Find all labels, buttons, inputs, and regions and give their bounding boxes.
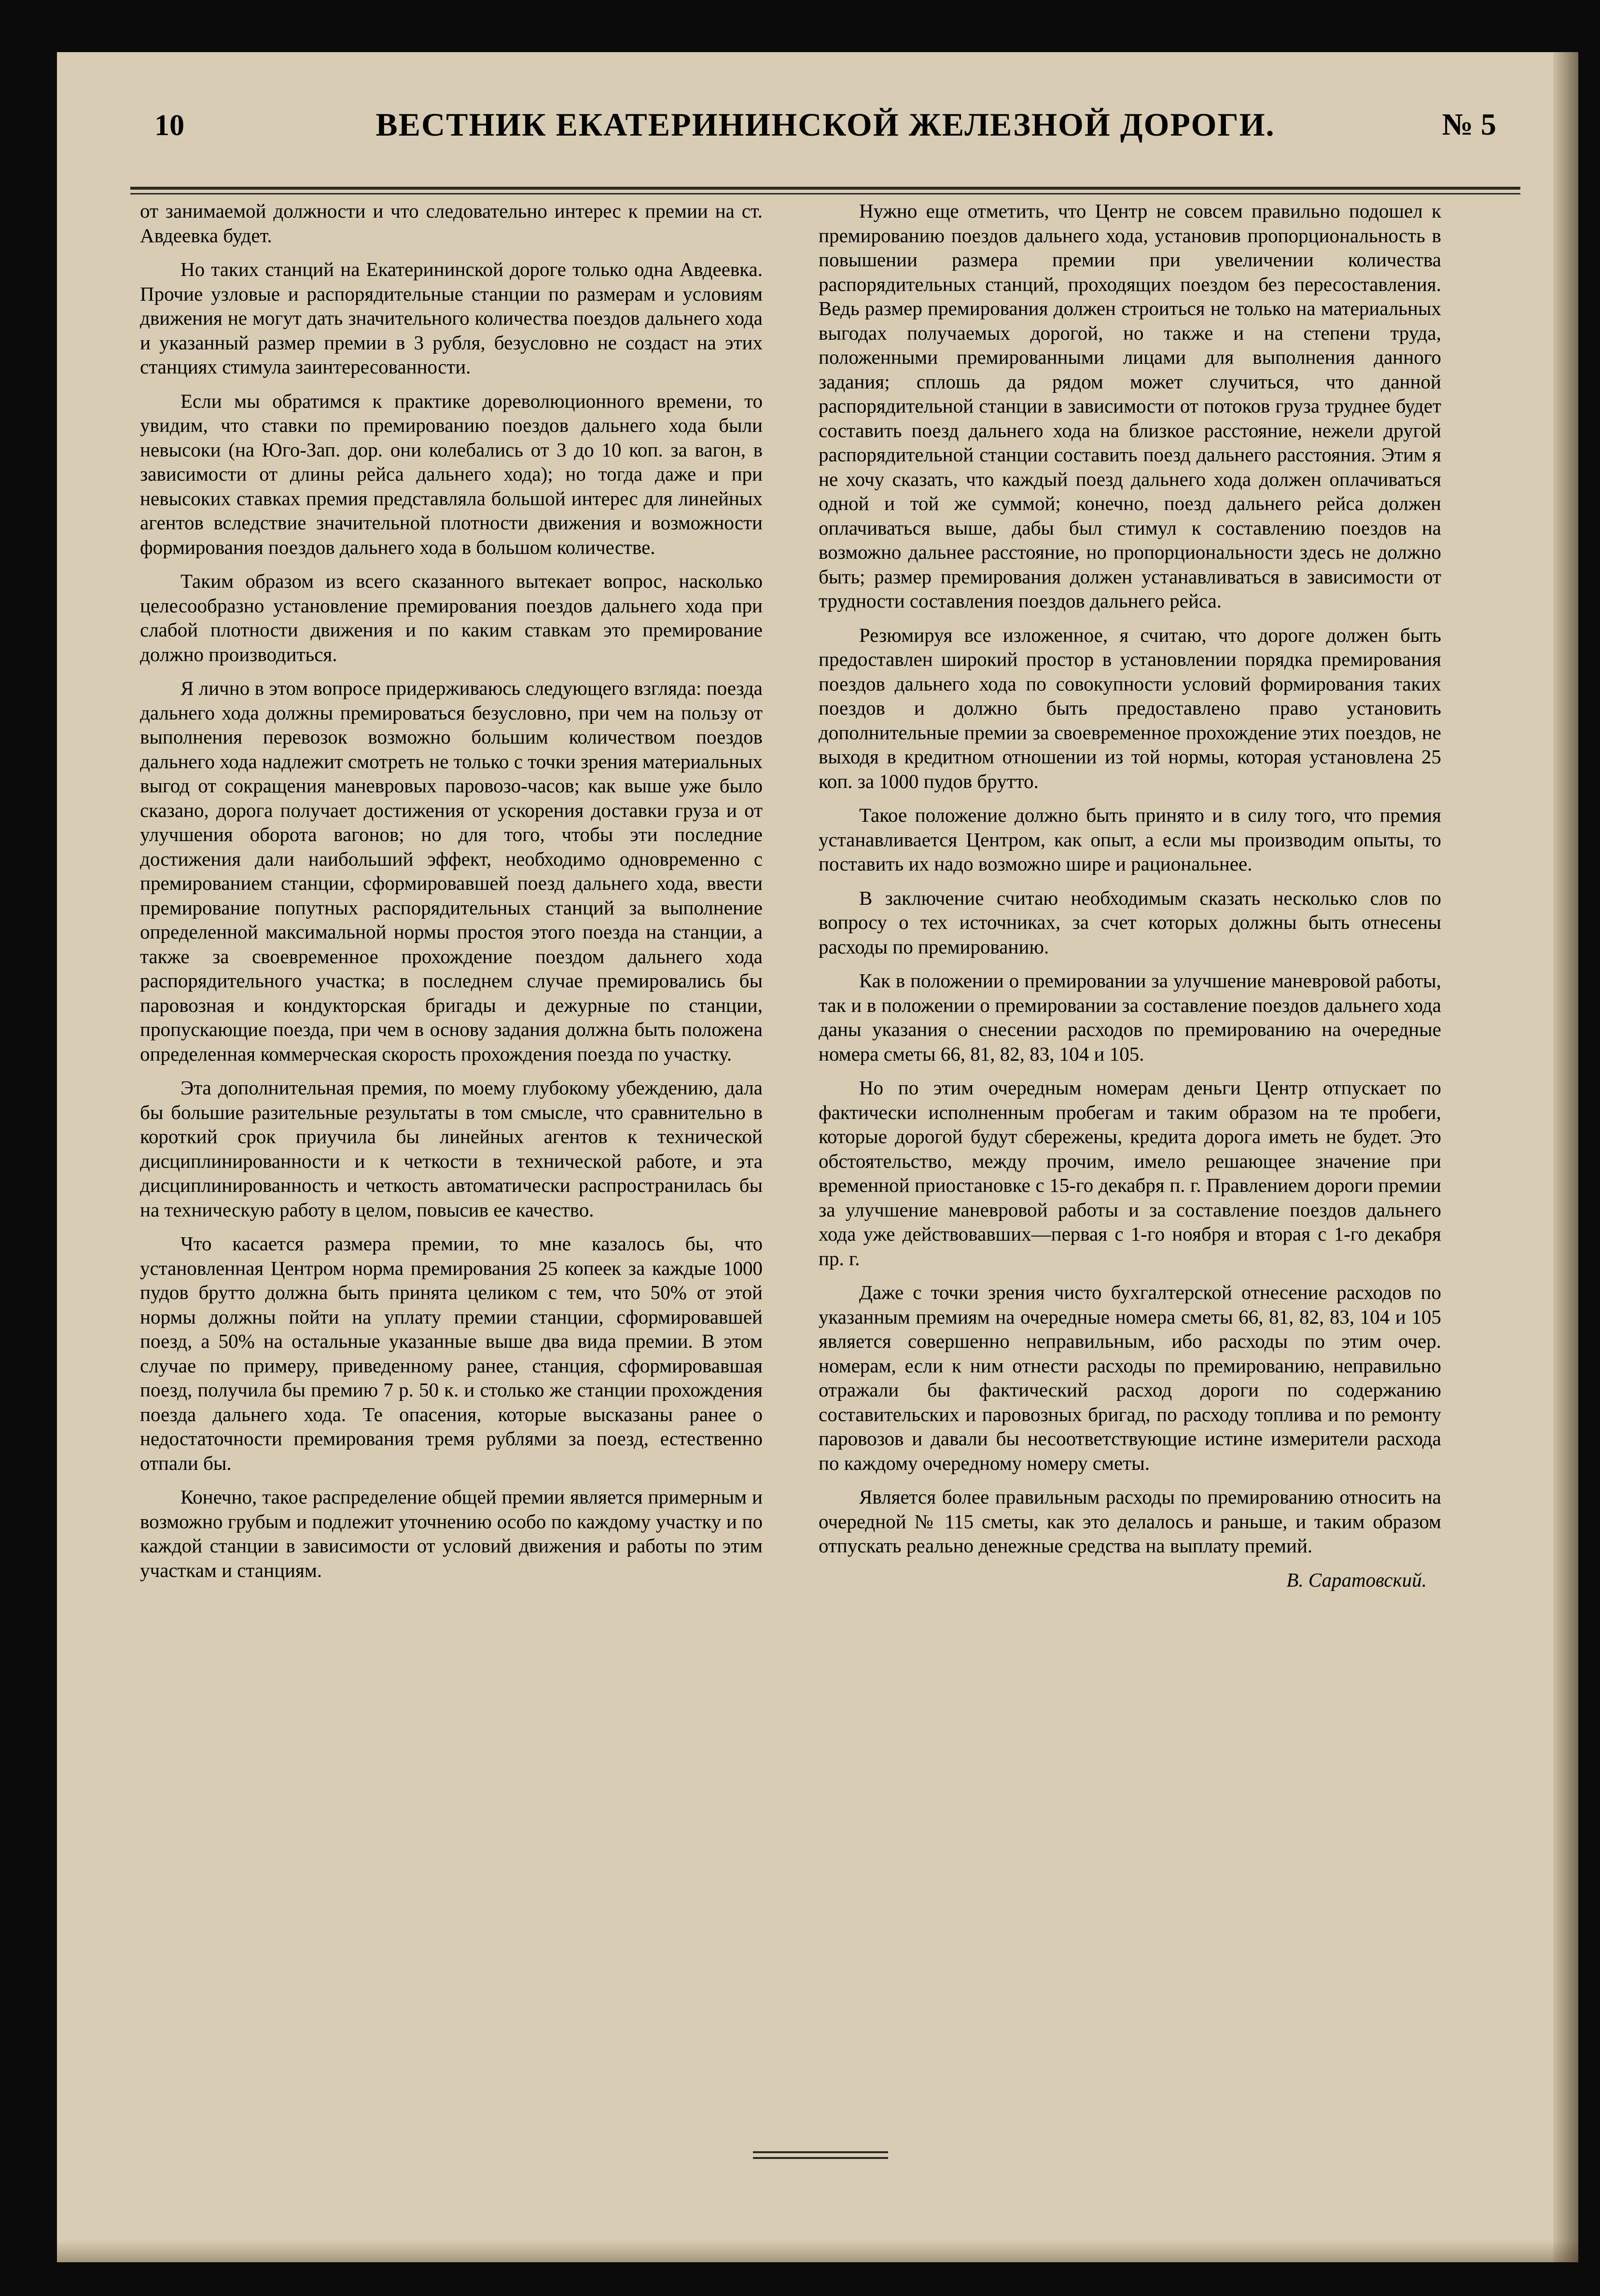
header-rule-thin — [130, 193, 1520, 194]
page-edge-shadow — [1553, 52, 1578, 2262]
page-header — [135, 99, 1516, 157]
paragraph: Нужно еще отметить, что Центр не совсем правильно подошел к премированию поездов дальнего хода, установив пропорциональность в повышении размера премии при увеличении количества распорядительных станций, проходящих поездом без пересоставления. Ведь размер премирования должен строиться не только на материальных выгодах получаемых дорогой, но также и на степени труда, положенными премированными лицами для выполнения данного задания; сплошь да рядом может случиться, что данной распорядительной станции в зависимости от потоков груза труднее будет составить поезд дальнего хода на близкое расстояние, нежели другой распорядительной станции составить поезд дальнего расстояния. Этим я не хочу сказать, что каждый поезд дальнего хода должен оплачиваться одной и той же суммой; конечно, поезд дальнего рейса должен оплачиваться выше, дабы был стимул к составлению поездов на возможно дальнее расстояние, но пропорциональности здесь не должно быть; размер премирования должен устанавливаться в зависимости от трудности составления поездов дальнего рейса. — [819, 200, 1441, 612]
paragraph: Но по этим очередным номерам деньги Центр отпускает по фактически исполненным пробегам и таким образом на те пробеги, которые дорогой будут сбережены, кредита дорога иметь не будет. Это обстоятельство, между прочим, имело решающее значение при временной приостановке с 15-го декабря п. г. Правлением дороги премии за улучшение маневровой работы и за составление поездов дальнего хода уже действовавших—первая с 1-го ноября и вторая с 1-го декабря пр. г. — [819, 1077, 1441, 1270]
page-number: 10 — [154, 109, 184, 142]
article-end-rule — [753, 2151, 888, 2153]
paragraph: Как в положении о премировании за улучшение маневровой работы, так и в положении о премировании за составление поездов дальнего хода даны указания о снесении расходов по премированию на очередные номера сметы 66, 81, 82, 83, 104 и 105. — [819, 969, 1441, 1065]
signature-row — [819, 1568, 1441, 1592]
journal-title: ВЕСТНИК ЕКАТЕРИНИНСКОЙ ЖЕЛЕЗНОЙ ДОРОГИ. — [376, 106, 1275, 143]
author-signature: В. Саратовский. — [1286, 1568, 1427, 1591]
paragraph: Таким образом из всего сказанного вытекает вопрос, насколько целесообразно установление премирования поездов дальнего хода при слабой плотности движения и по каким ставкам это премирование должно производиться. — [140, 570, 763, 665]
article-end-rule — [753, 2157, 888, 2159]
paragraph: Конечно, такое распределение общей премии является примерным и возможно грубым и подлежит уточнению особо по каждому участку и по каждой станции в зависимости от условий движения и работы по этим участкам и станциям. — [140, 1486, 763, 1581]
header-rule-thick — [130, 187, 1520, 190]
paragraph: Резюмируя все изложенное, я считаю, что дороге должен быть предоставлен широкий простор в установлении порядка премирования поездов дальнего хода по совокупности условий формирования таких поездов и должно быть предоставлено право установить дополнительные премии за своевременное прохождение этих поездов, не выходя в кредитном отношении из той нормы, которая установлена 25 коп. за 1000 пудов брутто. — [819, 623, 1441, 792]
right-column — [819, 199, 1441, 1592]
paragraph: Такое положение должно быть принято и в силу того, что премия устанавливается Центром, как опыт, а если мы производим опыты, то поставить их надо возможно шире и рациональнее. — [819, 804, 1441, 875]
page-bottom-shadow — [57, 2240, 1578, 2262]
paragraph: Что касается размера премии, то мне казалось бы, что установленная Центром норма премирования 25 копеек за каждые 1000 пудов брутто должна быть принята целиком с тем, что 50% от этой нормы должны пойти на уплату премии станции, сформировавшей поезд, а 50% на остальные указанные выше два вида премии. В этом случае по примеру, приведенному ранее, станция, сформировавшая поезд, получила бы премию 7 р. 50 к. и столько же станции прохождения поезда дальнего хода. Те опасения, которые высказаны ранее о недостаточности премирования тремя рублями за поезд, естественно отпали бы. — [140, 1232, 763, 1474]
issue-number: № 5 — [1442, 107, 1496, 141]
paragraph: Я лично в этом вопросе придерживаюсь следующего взгляда: поезда дальнего хода должны премироваться безусловно, при чем на пользу от выполнения перевозок возможно большим количеством поездов дальнего хода надлежит смотреть не только с точки зрения материальных выгод от сокращения маневровых паровозо-часов; как выше уже было сказано, дорога получает достижения от ускорения доставки груза и от улучшения оборота вагонов; но для того, чтобы эти последние достижения дали наибольший эффект, необходимо одновременно с премированием станции, сформировавшей поезд дальнего хода, ввести премирование попутных распорядительных станций за выполнение определенной максимальной нормы простоя этого поезда на станции, а также за своевременное прохождение поездом дальнего хода распорядительного участка; в последнем случае премировались бы паровозная и кондукторская бригады и дежурные по станции, пропускающие поезда, при чем в основу задания должна быть положена определенная коммерческая скорость прохождения поезда по участку. — [140, 677, 763, 1065]
paragraph: Но таких станций на Екатерининской дороге только одна Авдеевка. Прочие узловые и распорядительные станции по размерам и условиям движения не могут дать значительного количества поездов дальнего хода и указанный размер премии в 3 рубля, безусловно не создаст на этих станциях стимула заинтересованности. — [140, 258, 763, 378]
left-column — [140, 199, 763, 1592]
paragraph: Даже с точки зрения чисто бухгалтерской отнесение расходов по указанным премиям на очередные номера сметы 66, 81, 82, 83, 104 и 105 является совершенно неправильным, ибо расходы по этим очер. номерам, если к ним отнести расходы по премированию, неправильно отражали бы фактический расход дороги по содержанию составительских и паровозных бригад, по расходу топлива и по ремонту паровозов и давали бы несоответствующие истине измерители расхода по каждому очередному номеру сметы. — [819, 1281, 1441, 1474]
paragraph: Является более правильным расходы по премированию относить на очередной № 115 сметы, как это делалось и раньше, и таким образом отпускать реально денежные средства на выплату премий. — [819, 1486, 1441, 1557]
paragraph: В заключение считаю необходимым сказать несколько слов по вопросу о тех источниках, за счет которых должны быть отнесены расходы по премированию. — [819, 886, 1441, 958]
paragraph: от занимаемой должности и что следовательно интерес к премии на ст. Авдеевка будет. — [140, 200, 763, 247]
paragraph: Эта дополнительная премия, по моему глубокому убеждению, дала бы большие разительные результаты в том смысле, что сравнительно в короткий срок приучила бы линейных агентов к технической дисциплинированности и к четкости в технической работе, и эта дисциплинированность и четкость автоматически распространилась бы на техническую работу в целом, повысив ее качество. — [140, 1077, 763, 1221]
paragraph: Если мы обратимся к практике дореволюционного времени, то увидим, что ставки по премированию поездов дальнего хода были невысоки (на Юго-Зап. дор. они колебались от 3 до 10 коп. за вагон, в зависимости от длины рейса дальнего хода); но тогда даже и при невысоких ставках премия представляла большой интерес для линейных агентов вследствие значительной плотности движения и возможности формирования поездов дальнего хода в большом количестве. — [140, 389, 763, 558]
